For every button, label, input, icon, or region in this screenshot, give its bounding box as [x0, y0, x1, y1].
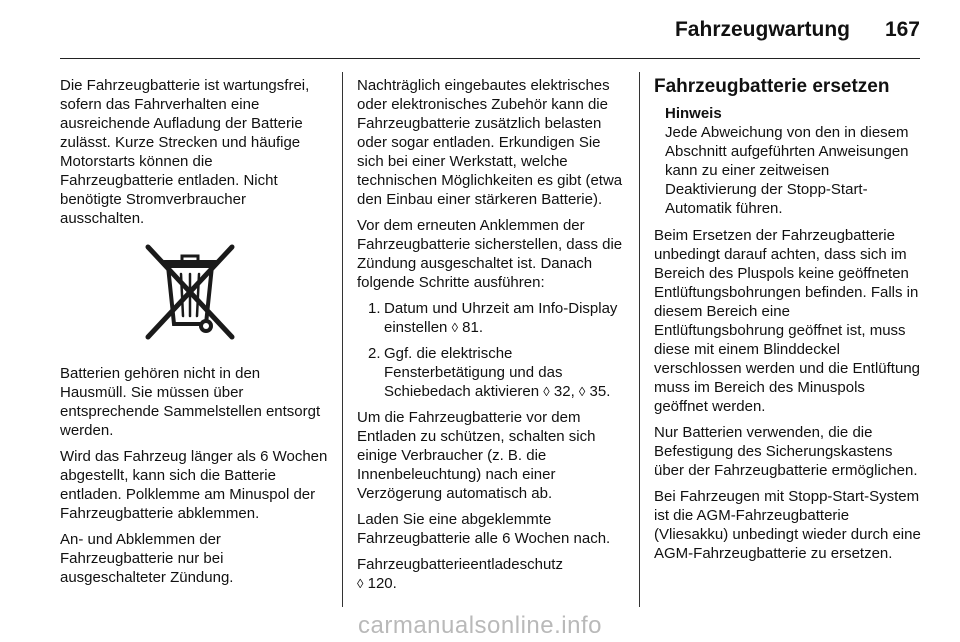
section-heading: Fahrzeugbatterie ersetzen [654, 76, 890, 97]
paragraph: Vor dem erneuten Anklemmen der Fahrzeugbatterie sicherstellen, dass die Zündung ausgeschaltet ist. Danach folgende Schritte ausführen: [357, 217, 623, 291]
paragraph: An- und Abklemmen der Fahrzeugbatterie nur bei ausgeschalteter Zündung. [60, 531, 234, 586]
page-header [60, 18, 920, 44]
crossed-out-wheelie-bin-icon [140, 242, 240, 342]
column-1 [60, 76, 328, 594]
reference-arrow-icon: ◊ [357, 576, 364, 591]
page-number: 167 [884, 18, 920, 41]
paragraph: Die Fahrzeugbatterie ist wartungsfrei, sofern das Fahrverhalten eine ausreichende Aufladung der Batterie zulässt. Kurze Strecken und häufige Motorstarts können die Fahrzeugbatterie entladen. Nicht benötigte Stromverbraucher ausschalten. [60, 77, 310, 227]
step-number: 1. [368, 300, 381, 317]
paragraph: Beim Ersetzen der Fahrzeugbatterie unbedingt darauf achten, dass sich im Bereich des Pluspols keine geöffneten Entlüftungsbohrungen befinden. Falls in diesem Bereich eine Entlüftungsbohrung geöffnet ist, muss diese mit einem Blinddeckel verschlossen werden und die Entlüftung muss im Bereich des Minuspols geöffnet werden. [654, 227, 921, 415]
page-reference[interactable]: 32, [553, 383, 575, 400]
page-reference[interactable]: 35. [589, 383, 611, 400]
paragraph: Laden Sie eine abgeklemmte Fahrzeugbatterie alle 6 Wochen nach. [357, 511, 611, 547]
reference-arrow-icon: ◊ [578, 384, 586, 399]
paragraph: Nur Batterien verwenden, die die Befestigung des Sicherungskastens über der Fahrzeugbatterie ermöglichen. [654, 424, 918, 479]
section-title: Fahrzeugwartung [674, 18, 850, 41]
watermark: carmanualsonline.info [358, 612, 602, 639]
steps-list [357, 299, 625, 401]
reference-title: Fahrzeugbatterieentladeschutz [357, 556, 563, 573]
column-2 [357, 76, 625, 600]
column-divider-2 [639, 72, 640, 607]
note-box [654, 104, 922, 218]
step-text: Datum und Uhrzeit am Info-Display einstellen [384, 300, 618, 336]
reference-arrow-icon: ◊ [543, 384, 550, 399]
step-text: Ggf. die elektrische Fensterbetätigung und das Schiebedach aktivieren [384, 345, 563, 400]
paragraph: Nachträglich eingebautes elektrisches oder elektronisches Zubehör kann die Fahrzeugbatterie zusätzlich belasten oder sogar entladen. Erkundigen Sie sich bei einer Werkstatt, welche technischen Möglichkeiten es gibt (etwa den Einbau einer stärkeren Batterie). [357, 77, 623, 208]
paragraph: Wird das Fahrzeug länger als 6 Wochen abgestellt, kann sich die Batterie entladen. Polklemme am Minuspol der Fahrzeugbatterie abklemmen. [60, 448, 328, 522]
paragraph: Bei Fahrzeugen mit Stopp-Start-System ist die AGM-Fahrzeugbatterie (Vliesakku) unbedingt wieder durch eine AGM-Fahrzeugbatterie zu ersetzen. [654, 488, 921, 562]
page-reference[interactable]: 81. [462, 319, 484, 336]
header-rule [60, 58, 920, 59]
note-title: Hinweis [665, 105, 722, 122]
column-3 [654, 76, 922, 570]
page-reference[interactable]: 120. [367, 575, 397, 592]
list-item [357, 344, 625, 401]
cross-reference [357, 555, 625, 593]
column-divider-1 [342, 72, 343, 607]
reference-arrow-icon: ◊ [451, 320, 458, 335]
list-item [357, 299, 625, 337]
paragraph: Um die Fahrzeugbatterie vor dem Entladen zu schützen, schalten sich einige Verbraucher (z. B. die Innenbeleuchtung) nach einer Verzögerung automatisch ab. [357, 409, 596, 502]
paragraph: Batterien gehören nicht in den Hausmüll. Sie müssen über entsprechende Sammelstellen entsorgt werden. [60, 365, 321, 439]
note-text: Jede Abweichung von den in diesem Abschnitt aufgeführten Anweisungen kann zu einer zeitweisen Deaktivierung der Stopp-Start-Automatik führen. [665, 124, 909, 217]
step-number: 2. [368, 345, 381, 362]
